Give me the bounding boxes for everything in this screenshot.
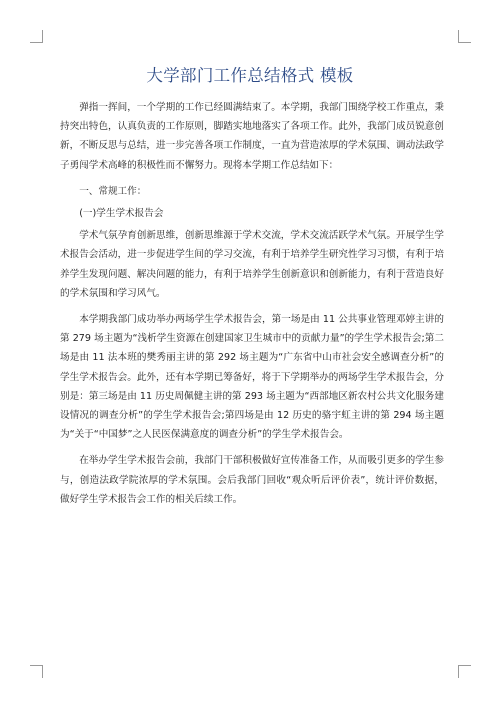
section-heading: 一、常规工作： xyxy=(79,185,147,197)
crop-mark-top-right xyxy=(458,30,471,43)
crop-mark-top-left xyxy=(30,30,43,43)
subsection-heading: (一)学生学术报告会 xyxy=(79,208,164,220)
document-body xyxy=(60,98,444,516)
paragraph-academic-atmosphere: 学术气氛孕育创新思维，创新思维源于学术交流，学术交流活跃学术气氛。开展学生学术报告会活动，进一步促进学生间的学习交流，有利于培养学生研究性学习习惯，有利于培养学生发现问题、解决问题的能力，有利于培养学生创新意识和创新能力，有利于营造良好的学术氛围和学习风气。 xyxy=(60,230,444,299)
document-title: 大学部门工作总结格式 模板 xyxy=(146,66,354,85)
crop-mark-bottom-left xyxy=(30,665,43,678)
paragraph-reports-held: 本学期我部门成功举办两场学生学术报告会，第一场是由 11 公共事业管理邓婷主讲的第 279 场主题为“浅析学生资源在创建国家卫生城市中的贡献力量”的学生学术报告会;第二场是由 11 法本班的樊秀丽主讲的第 292 场主题为“广东省中山市社会安全感调查分析”的学生学术报告会。此外，还有本学期已筹备好，将于下学期举办的两场学生学术报告会，分别是：第三场是由 11 历史周佩健主讲的第 293 场主题为“西部地区新农村公共文化服务建设情况的调查分析”的学生学术报告会;第四场是由 12 历史的骆宇虹主讲的第 294 场主题为“关于“中国梦”之人民医保满意度的调查分析”的学生学术报告会。 xyxy=(60,314,444,441)
crop-mark-bottom-right xyxy=(458,665,471,678)
paragraph-intro: 弹指一挥间，一个学期的工作已经圆满结束了。本学期，我部门围绕学校工作重点，秉持突出特色，认真负责的工作原则，脚踏实地地落实了各项工作。此外，我部门成员锐意创新，不断反思与总结，进一步完善各项工作制度，一直为营造浓厚的学术氛围、调动法政学子勇闯学术高峰的积极性而不懈努力。现将本学期工作总结如下： xyxy=(60,102,444,171)
paragraph-report-preparation: 在举办学生学术报告会前，我部门干部积极做好宣传准备工作，从而吸引更多的学生参与，创造法政学院浓厚的学术氛围。会后我部门回收“观众听后评价表”，统计评价数据，做好学生学术报告会工作的相关后续工作。 xyxy=(60,455,444,505)
